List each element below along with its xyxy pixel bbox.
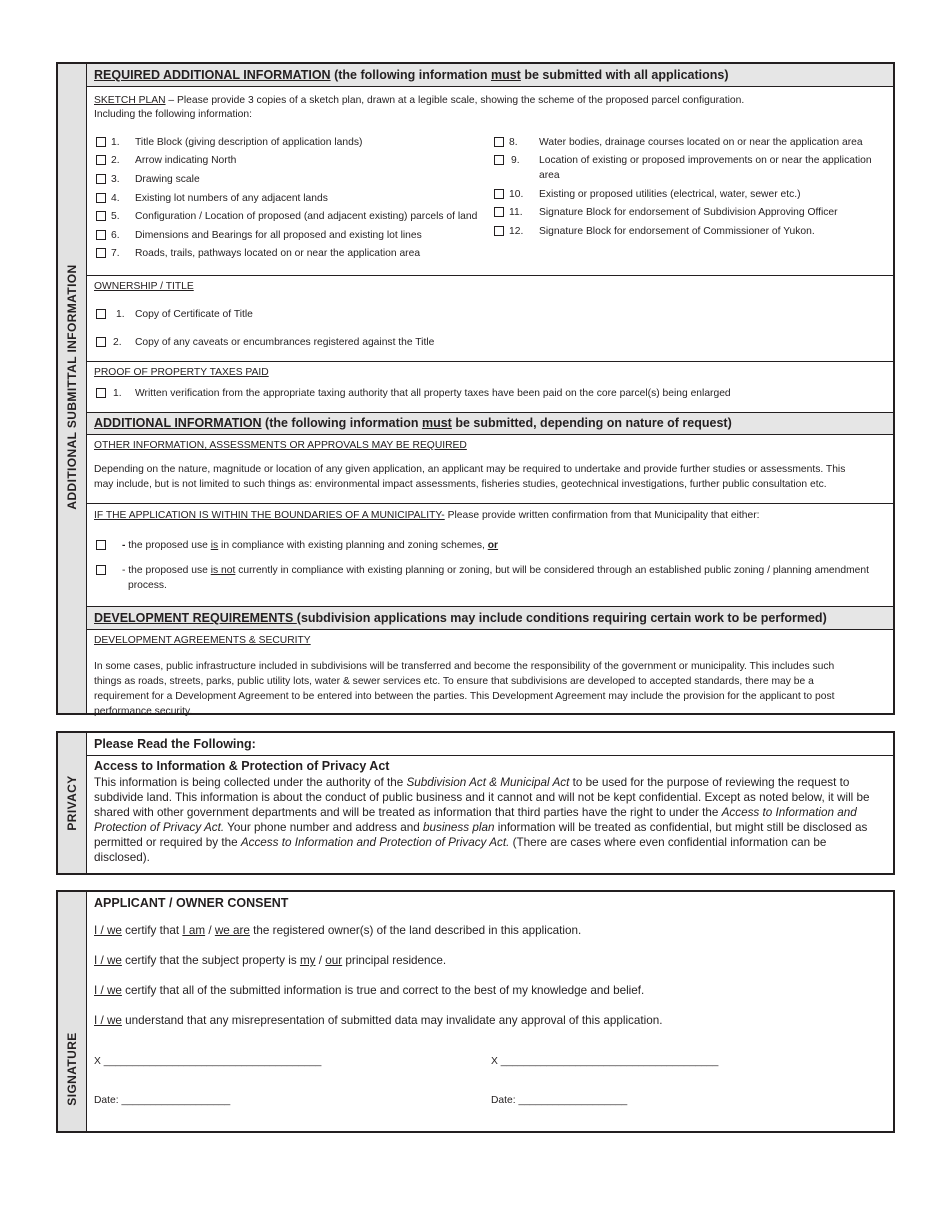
- consent-header: APPLICANT / OWNER CONSENT: [94, 896, 289, 910]
- checkbox[interactable]: [96, 248, 106, 258]
- development-header: DEVELOPMENT REQUIREMENTS (subdivision applications may include conditions requiring certain work to be performed): [87, 606, 893, 630]
- other-info-text: Depending on the nature, magnitude or location of any given application, an applicant may be required to undertake and provide further studies or assessments. This may include, but is not limited to such things as: environmental impact assessments, fisheries studies, geotechnical investigations, further public consultation etc.: [94, 464, 846, 490]
- privacy-section: [56, 731, 895, 875]
- signature-line-1[interactable]: X ______________________________________: [94, 1056, 322, 1067]
- development-text: In some cases, public infrastructure included in subdivisions will be transferred and become the responsibility of the government or municipality. This includes such things as roads, streets, parks, public utility lots, water & sewer services etc. To ensure that subdivisions are developed to accepted standards, there may be a requirement for a Development Agreement to be entered into between the parties. This Development Agreement may include the provision for the applicant to post performance security.: [94, 661, 835, 717]
- checkbox[interactable]: [96, 193, 106, 203]
- signature-content: [87, 892, 893, 1131]
- option-text: - the proposed use is not currently in compliance with existing planning or zoning, but will be considered through an established public zoning / planning amendment: [122, 565, 870, 576]
- divider: [87, 503, 893, 504]
- section-sidebar: [58, 892, 87, 1131]
- checkbox[interactable]: [96, 137, 106, 147]
- additional-submittal-section: [56, 62, 895, 715]
- checkbox[interactable]: [96, 309, 106, 319]
- checkbox[interactable]: [494, 226, 504, 236]
- sidebar-label: ADDITIONAL SUBMITTAL INFORMATION: [65, 264, 79, 510]
- sketch-plan-intro: SKETCH PLAN – Please provide 3 copies of a sketch plan, drawn at a legible scale, showing the scheme of the proposed parcel configuration.: [94, 95, 745, 106]
- development-label: DEVELOPMENT AGREEMENTS & SECURITY: [94, 635, 311, 646]
- checkbox[interactable]: [96, 388, 106, 398]
- privacy-content: [87, 733, 893, 873]
- other-info-label: OTHER INFORMATION, ASSESSMENTS OR APPROVALS MAY BE REQUIRED: [94, 440, 467, 451]
- signature-section: [56, 890, 895, 1133]
- ownership-label: OWNERSHIP / TITLE: [94, 281, 194, 292]
- checkbox[interactable]: [96, 337, 106, 347]
- checkbox[interactable]: [96, 174, 106, 184]
- checkbox[interactable]: [494, 207, 504, 217]
- sidebar-label: PRIVACY: [65, 775, 79, 831]
- checkbox[interactable]: [494, 189, 504, 199]
- sidebar-label: SIGNATURE: [65, 1032, 79, 1106]
- privacy-text: This information is being collected under the authority of the Subdivision Act & Municipal Act to be used for the purpose of reviewing the request to subdivide land. This information is about the conduct of public business and it cannot and will not be kept confidential. Except as noted below, it will be shared with other government departments and will be treated as information that third parties have the right to under the Access to Information and Protection of Privacy Act. Your phone number and address and business plan information will be treated as confidential, but might still be disclosed as permitted or required by the Access to Information and Protection of Privacy Act. (There are cases where even confidential information can be disclosed).: [94, 776, 870, 864]
- checkbox[interactable]: [494, 155, 504, 165]
- date-line-1[interactable]: Date: ___________________: [94, 1095, 231, 1106]
- option-text: - the proposed use is in compliance with existing planning and zoning schemes, or: [122, 540, 499, 551]
- additional-info-header: ADDITIONAL INFORMATION (the following information must be submitted, depending on nature of request): [87, 412, 893, 435]
- privacy-header: Please Read the Following:: [87, 733, 893, 756]
- signature-line-2[interactable]: X ______________________________________: [491, 1056, 719, 1067]
- section-sidebar: [58, 64, 87, 713]
- consent-statement-3: I / we certify that all of the submitted information is true and correct to the best of my knowledge and belief.: [94, 984, 645, 997]
- checkbox[interactable]: [96, 540, 106, 550]
- taxes-label: PROOF OF PROPERTY TAXES PAID: [94, 367, 269, 378]
- section-sidebar: [58, 733, 87, 873]
- additional-content: REQUIRED ADDITIONAL INFORMATION (the following information must be submitted with all applications) SKETCH PLAN – Please provide 3 copies of a sketch plan, drawn at a legible scale, showing the scheme of the proposed parcel configuration. Including the following information: 1. Title Block (giving description of application lands) 2. Arrow indicating North 3. Drawing scale 4. Existing lot numbers of any adjacent lands 5. Configuration / Location of proposed (and adjacent existing) parcels of land 6. Dimensions and Bearings for all proposed and existing lot lines 7. Roads, trails, pathways located on or near the application area 8. Water bodies, drainage courses located on or near the application area 9. Location of existing or proposed improvements on or near the application area 10. Existing or proposed utilities (electrical, water, sewer etc.) 11. Signature Block for endorsement of Subdivision Approving Officer 12. Signature Block for endorsement of Commissioner of Yukon. OWNERSHIP / TITLE 1. Copy of Certificate of Title 2. Copy of any caveats or encumbrances registered against the Title PROOF OF PROPERTY TAXES PAID 1. Written verification from the appropriate taxing authority that all property taxes have been paid on the core parcel(s) being enlarged ADDITIONAL INFORMATION (the following information must be submitted, depending on nature of request) OTHER INFORMATION, ASSESSMENTS OR APPROVALS MAY BE REQUIRED Depending on the nature, magnitude or location of any given application, an applicant may be required to undertake and provide further studies or assessments. This may include, but is not limited to such things as: environmental impact assessments, fisheries studies, geotechnical investigations, further public consultation etc. IF THE APPLICATION IS WITHIN THE BOUNDARIES OF A MUNICIPALITY- Please provide written confirmation from that Municipality that either: - the proposed use is in compliance with existing planning and zoning schemes, or - the proposed use is not currently in compliance with existing planning or zoning, but will be considered through an established public zoning / planning amendment process. DEVELOPMENT REQUIREMENTS (subdivision applications may include conditions requiring certain work to be performed) DEVELOPMENT AGREEMENTS & SECURITY In some cases, public infrastructure included in subdivisions will be transferred and become the responsibility of the government or municipality. This includes such things as roads, streets, parks, public utility lots, water & sewer services etc. To ensure that subdivisions are developed to accepted standards, there may be a requirement for a Development Agreement to be entered into between the parties. This Development Agreement may include the provision for the applicant to post performance security.: [87, 64, 893, 713]
- required-info-header: REQUIRED ADDITIONAL INFORMATION (the following information must be submitted with all applications): [87, 64, 893, 87]
- checkbox[interactable]: [494, 137, 504, 147]
- consent-statement-2: I / we certify that the subject property is my / our principal residence.: [94, 954, 447, 967]
- divider: [87, 361, 893, 362]
- date-line-2[interactable]: Date: ___________________: [491, 1095, 628, 1106]
- checkbox[interactable]: [96, 211, 106, 221]
- checkbox[interactable]: [96, 155, 106, 165]
- privacy-title: Access to Information & Protection of Privacy Act: [94, 759, 390, 773]
- consent-statement-4: I / we understand that any misrepresentation of submitted data may invalidate any approval of this application.: [94, 1014, 663, 1027]
- sketch-plan-intro-2: Including the following information:: [94, 109, 252, 120]
- municipality-label: IF THE APPLICATION IS WITHIN THE BOUNDARIES OF A MUNICIPALITY- Please provide written confirmation from that Municipality that either:: [94, 510, 760, 521]
- checkbox[interactable]: [96, 230, 106, 240]
- consent-statement-1: I / we certify that I am / we are the registered owner(s) of the land described in this application.: [94, 924, 582, 937]
- divider: [87, 275, 893, 276]
- checkbox[interactable]: [96, 565, 106, 575]
